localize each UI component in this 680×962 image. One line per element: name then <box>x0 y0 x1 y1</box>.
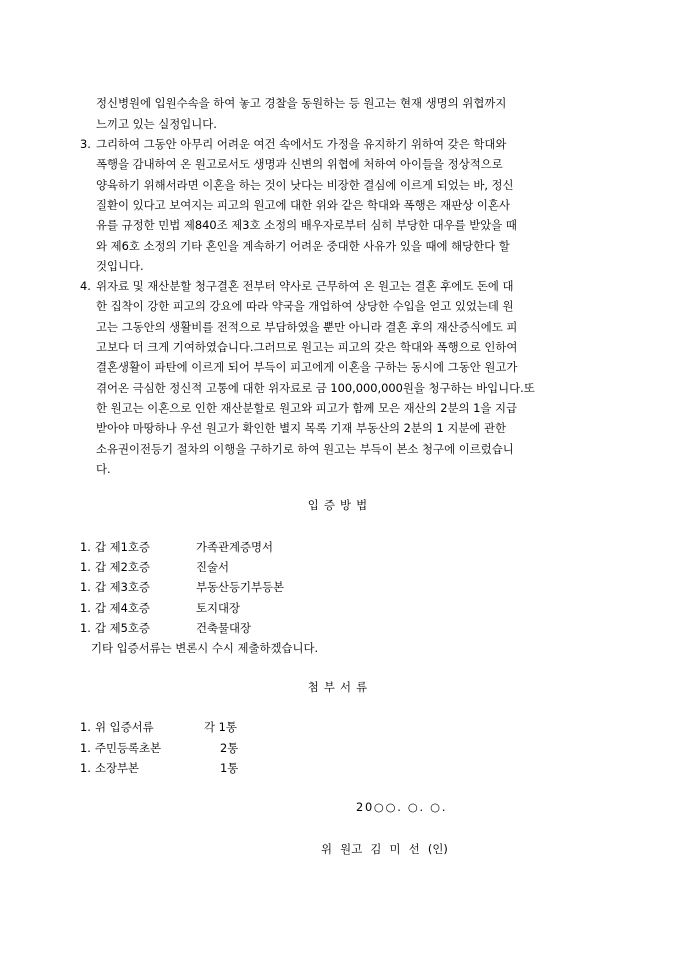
attachment-item-quantity: 각 1통 <box>204 720 237 734</box>
evidence-item-number: 1. <box>80 540 91 554</box>
para3-line-3: 양육하기 위해서라면 이혼을 하는 것이 낫다는 비장한 결심에 이르게 되었는 바, 정신 <box>96 178 514 192</box>
evidence-note: 기타 입증서류는 변론시 수시 제출하겠습니다. <box>91 641 319 655</box>
evidence-item-name: 건축물대장 <box>196 621 252 635</box>
para3-number: 3. <box>80 137 91 151</box>
evidence-item-name: 토지대장 <box>196 601 241 615</box>
para3-line-2: 폭행을 감내하여 온 원고로서도 생명과 신변의 위협에 처하여 아이들을 정상적으로 <box>96 157 503 171</box>
evidence-item-number: 1. <box>80 560 91 574</box>
evidence-item-number: 1. <box>80 580 91 594</box>
attachment-item-name: 주민등록초본 <box>95 741 162 755</box>
para4-line-10: 다. <box>96 462 111 476</box>
evidence-item-code: 갑 제1호증 <box>95 540 150 554</box>
para4-line-6: 겪어온 극심한 정신적 고통에 대한 위자료로 금 100,000,000원을 청구하는 바입니다.또 <box>96 381 535 395</box>
evidence-item-number: 1. <box>80 601 91 615</box>
para4-line-7: 한 원고는 이혼으로 인한 재산분할로 원고와 피고가 함께 모은 재산의 2분의 1을 지급 <box>96 401 518 415</box>
attachments-heading: 첨부서류 <box>307 680 373 694</box>
document-date: 20○○. ○. ○. <box>356 800 448 814</box>
para4-line-5: 결혼생활이 파탄에 이르게 되어 부득이 피고에게 이혼을 구하는 동시에 그동안 원고가 <box>96 360 518 374</box>
plaintiff-signature: 위 원고 김 미 선 (인) <box>321 842 448 856</box>
para3-line-4: 질환이 있다고 보여지는 피고의 원고에 대한 위와 같은 학대와 폭행은 재판상 이혼사 <box>96 198 510 212</box>
evidence-item-name: 가족관계증명서 <box>196 540 274 554</box>
attachment-item-name: 위 입증서류 <box>95 720 154 734</box>
evidence-item-name: 부동산등기부등본 <box>196 580 285 594</box>
para4-line-8: 받아야 마땅하나 우선 원고가 확인한 별지 목록 기재 부동산의 2분의 1 지분에 관한 <box>96 421 507 435</box>
evidence-item-name: 진술서 <box>196 560 230 574</box>
para4-line-1: 위자료 및 재산분할 청구결혼 전부터 약사로 근무하여 온 원고는 결혼 후에도 돈에 대 <box>96 279 514 293</box>
para3-line-6: 와 제6호 소정의 기타 혼인을 계속하기 어려운 중대한 사유가 있을 때에 해당한다 할 <box>96 239 510 253</box>
para3-line-7: 것입니다. <box>96 259 144 273</box>
evidence-item-code: 갑 제3호증 <box>95 580 150 594</box>
attachment-item-name: 소장부본 <box>95 761 140 775</box>
para2-line-1: 정신병원에 입원수속을 하여 놓고 경찰을 동원하는 등 원고는 현재 생명의 위협까지 <box>96 96 507 110</box>
para4-number: 4. <box>80 279 91 293</box>
para4-line-9: 소유권이전등기 절차의 이행을 구하기로 하여 원고는 부득이 본소 청구에 이르렀습니 <box>96 442 514 456</box>
para2-line-2: 느끼고 있는 실정입니다. <box>96 117 217 131</box>
para3-line-1: 그리하여 그동안 아무리 어려운 여건 속에서도 가정을 유지하기 위하여 갖은 학대와 <box>96 137 507 151</box>
attachment-item-number: 1. <box>80 741 91 755</box>
evidence-heading: 입증방법 <box>307 498 373 512</box>
attachment-item-number: 1. <box>80 720 91 734</box>
para4-line-2: 한 집착이 강한 피고의 강요에 따라 약국을 개업하여 상당한 수입을 얻고 있었는데 원 <box>96 299 514 313</box>
attachment-item-quantity: 2통 <box>220 741 239 755</box>
evidence-item-code: 갑 제5호증 <box>95 621 150 635</box>
para4-line-3: 고는 그동안의 생활비를 전적으로 부담하였을 뿐만 아니라 결혼 후의 재산증식에도 피 <box>96 320 518 334</box>
para3-line-5: 유를 규정한 민법 제840조 제3호 소정의 배우자로부터 심히 부당한 대우를 받았을 때 <box>96 218 517 232</box>
evidence-item-number: 1. <box>80 621 91 635</box>
para4-line-4: 고보다 더 크게 기여하였습니다.그러므로 원고는 피고의 갖은 학대와 폭행으로 인하여 <box>96 340 518 354</box>
evidence-item-code: 갑 제2호증 <box>95 560 150 574</box>
evidence-item-code: 갑 제4호증 <box>95 601 150 615</box>
attachment-item-number: 1. <box>80 761 91 775</box>
attachment-item-quantity: 1통 <box>220 761 239 775</box>
